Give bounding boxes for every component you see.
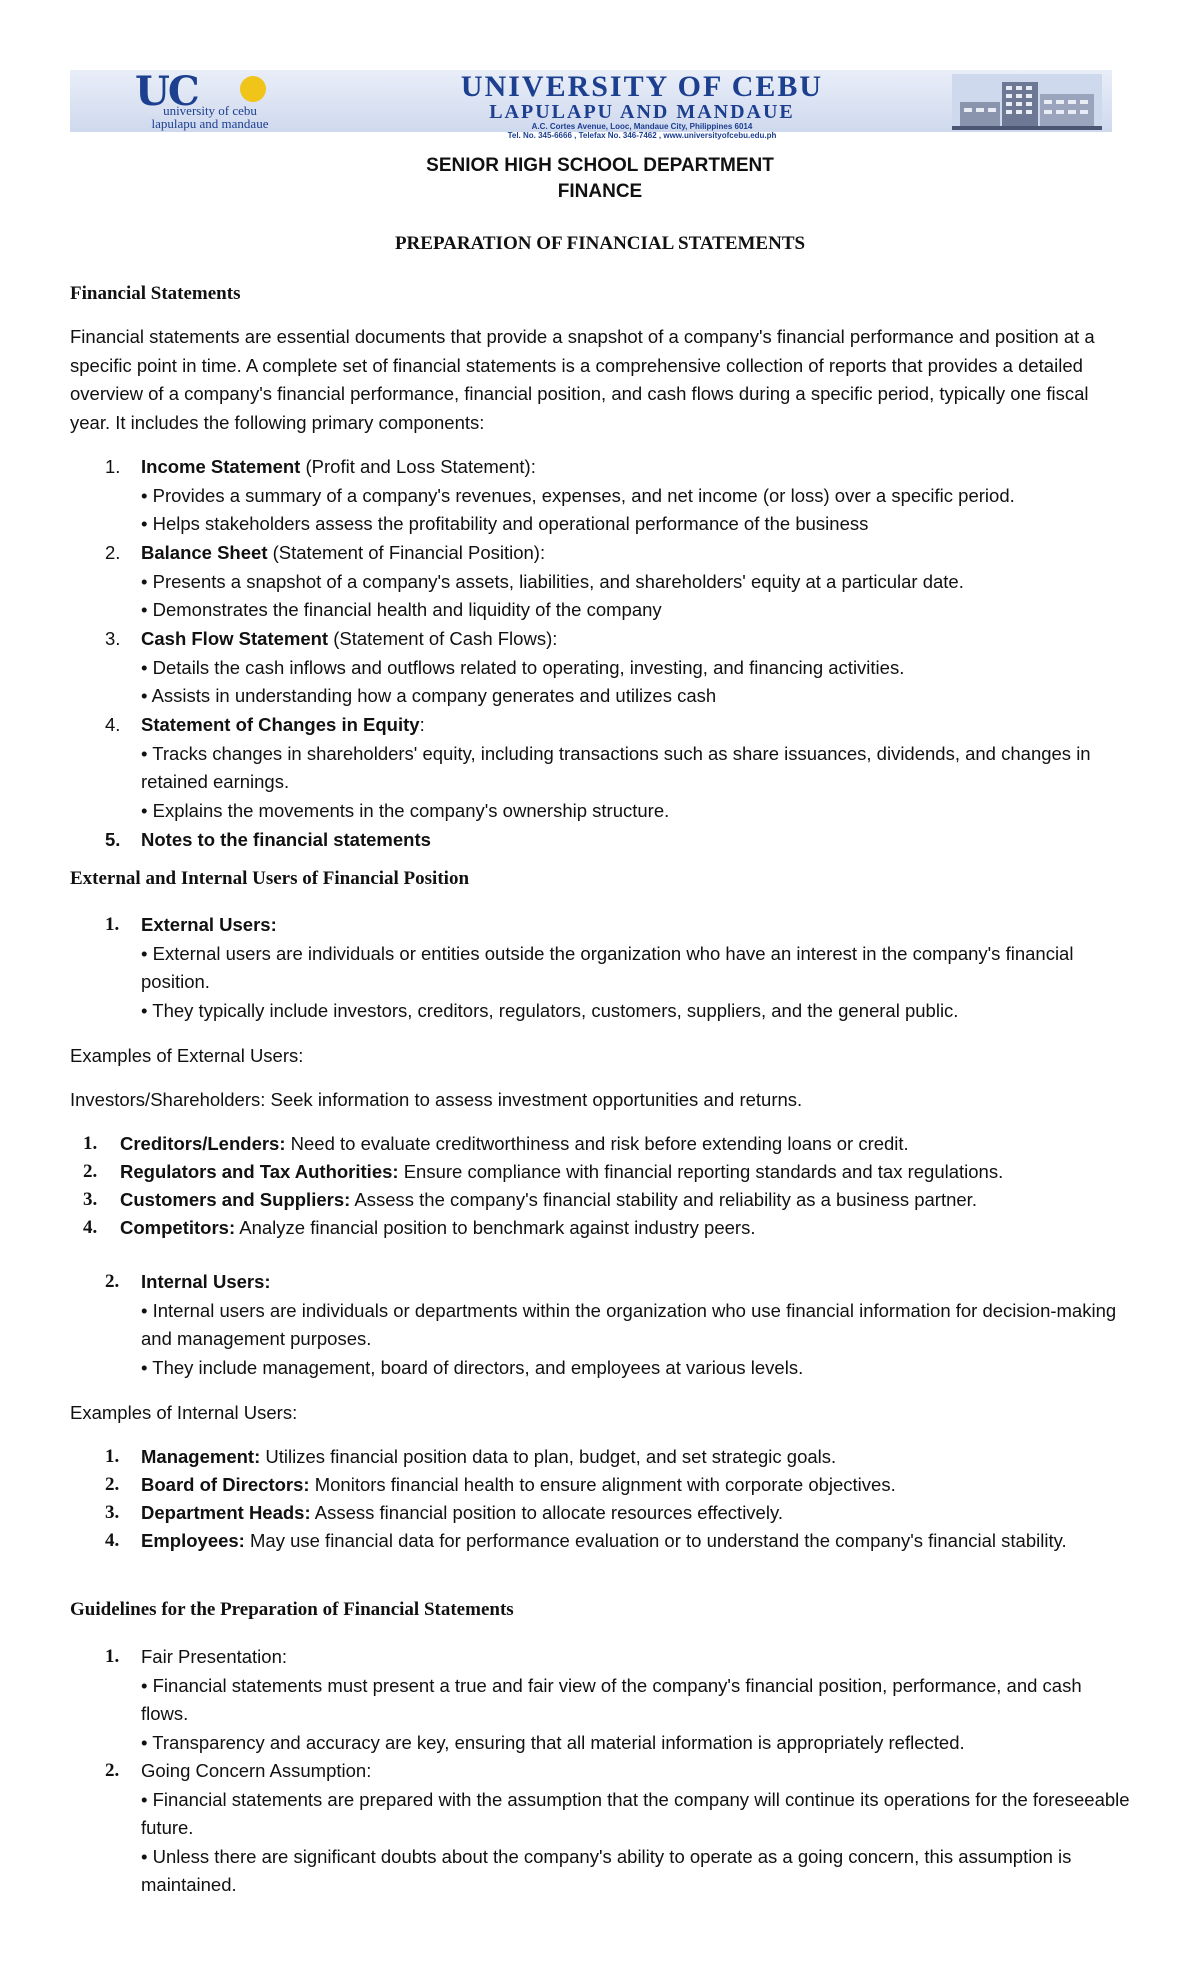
list-number: 2. (105, 1271, 120, 1292)
examples-external-label: Examples of External Users: (70, 1045, 304, 1066)
section-heading-guidelines: Guidelines for the Preparation of Financial Statements (70, 1599, 514, 1620)
list-number: 1. (105, 1446, 120, 1467)
list-number: 2. (105, 542, 121, 563)
external-users-item: External Users: • External users are individuals or entities outside the organization who have an interest in the company's financial position. • They typically include investors, creditors, regulators, customers, suppliers, and the general public. (141, 914, 1074, 1021)
list-item: Notes to the financial statements (141, 829, 431, 850)
investors-line: Investors/Shareholders: Seek information to assess investment opportunities and returns. (70, 1089, 803, 1110)
internal-example-item: Employees: May use financial data for performance evaluation or to understand the company's financial stability. (141, 1530, 1067, 1551)
list-number: 2. (83, 1161, 98, 1182)
list-number: 3. (105, 628, 121, 649)
logo-sun-icon (240, 76, 266, 102)
university-title-block (332, 70, 952, 140)
list-number: 1. (105, 456, 121, 477)
list-item: Cash Flow Statement (Statement of Cash Flows): • Details the cash inflows and outflows related to operating, investing, and financing activities. • Assists in understanding how a company generates and utilizes cash (141, 628, 905, 706)
list-number: 4. (105, 1530, 120, 1551)
campus-building-icon (952, 74, 1102, 130)
logo-subtitle: university of cebu lapulapu and mandaue (151, 103, 269, 131)
list-number: 3. (105, 1502, 120, 1523)
list-number: 1. (83, 1133, 98, 1154)
internal-example-item: Department Heads: Assess financial position to allocate resources effectively. (141, 1502, 783, 1523)
university-logo (80, 70, 345, 132)
list-number: 5. (105, 829, 121, 850)
list-item: Balance Sheet (Statement of Financial Position): • Presents a snapshot of a company's assets, liabilities, and shareholders' equity at a particular date. • Demonstrates the financial health and liquidity of the company (141, 542, 964, 620)
university-contact: Tel. No. 345-6666 , Telefax No. 346-7462 , www.universityofcebu.edu.ph (507, 131, 777, 140)
list-number: 4. (105, 714, 121, 735)
external-example-item: Competitors: Analyze financial position to benchmark against industry peers. (120, 1217, 756, 1238)
list-number: 2. (105, 1760, 120, 1781)
list-number: 1. (105, 914, 120, 935)
department-heading: SENIOR HIGH SCHOOL DEPARTMENT (426, 155, 774, 176)
university-campus: LAPULAPU AND MANDAUE (489, 101, 795, 123)
subject-heading: FINANCE (557, 181, 643, 202)
list-number: 3. (83, 1189, 98, 1210)
external-example-item: Creditors/Lenders: Need to evaluate creditworthiness and risk before extending loans or credit. (120, 1133, 909, 1154)
list-item: Statement of Changes in Equity: • Tracks changes in shareholders' equity, including transactions such as share issuances, dividends, and changes in retained earnings. • Explains the movements in the company's ownership structure. (141, 714, 1091, 821)
university-address: A.C. Cortes Avenue, Looc, Mandaue City, Philippines 6014 (531, 122, 753, 131)
university-banner (70, 68, 1112, 140)
external-example-item: Customers and Suppliers: Assess the company's financial stability and reliability as a business partner. (120, 1189, 977, 1210)
list-number: 1. (105, 1646, 120, 1667)
document-title: PREPARATION OF FINANCIAL STATEMENTS (394, 233, 806, 254)
examples-internal-label: Examples of Internal Users: (70, 1402, 298, 1423)
section-heading-users: External and Internal Users of Financial Position (70, 868, 470, 889)
section-heading-financial-statements: Financial Statements (70, 283, 241, 304)
university-name: UNIVERSITY OF CEBU (460, 70, 824, 103)
guideline-item: Fair Presentation: • Financial statements must present a true and fair view of the company's financial position, performance, and cash flows. • Transparency and accuracy are key, ensuring that all material information is appropriately reflected. (141, 1646, 1082, 1753)
list-number: 4. (83, 1217, 98, 1238)
intro-paragraph: Financial statements are essential documents that provide a snapshot of a company's financial performance and position at a specific point in time. A complete set of financial statements is a comprehensive collection of reports that provides a detailed overview of a company's financial performance, financial position, and cash flows during a specific period, typically one fiscal year. It includes the following primary components: (70, 326, 1095, 433)
guideline-item: Going Concern Assumption: • Financial statements are prepared with the assumption that the company will continue its operations for the foreseeable future. • Unless there are significant doubts about the company's ability to operate as a going concern, this assumption is maintained. (141, 1760, 1130, 1895)
internal-example-item: Board of Directors: Monitors financial health to ensure alignment with corporate objectives. (141, 1474, 896, 1495)
logo-mark: UC (135, 68, 198, 115)
internal-example-item: Management: Utilizes financial position data to plan, budget, and set strategic goals. (141, 1446, 837, 1467)
external-example-item: Regulators and Tax Authorities: Ensure compliance with financial reporting standards and tax regulations. (120, 1161, 1004, 1182)
list-number: 2. (105, 1474, 120, 1495)
list-item: Income Statement (Profit and Loss Statement): • Provides a summary of a company's revenues, expenses, and net income (or loss) over a specific period. • Helps stakeholders assess the profitability and operational performance of the business (141, 456, 1015, 534)
internal-users-item: Internal Users: • Internal users are individuals or departments within the organization who use financial information for decision-making and management purposes. • They include management, board of directors, and employees at various levels. (141, 1271, 1117, 1378)
